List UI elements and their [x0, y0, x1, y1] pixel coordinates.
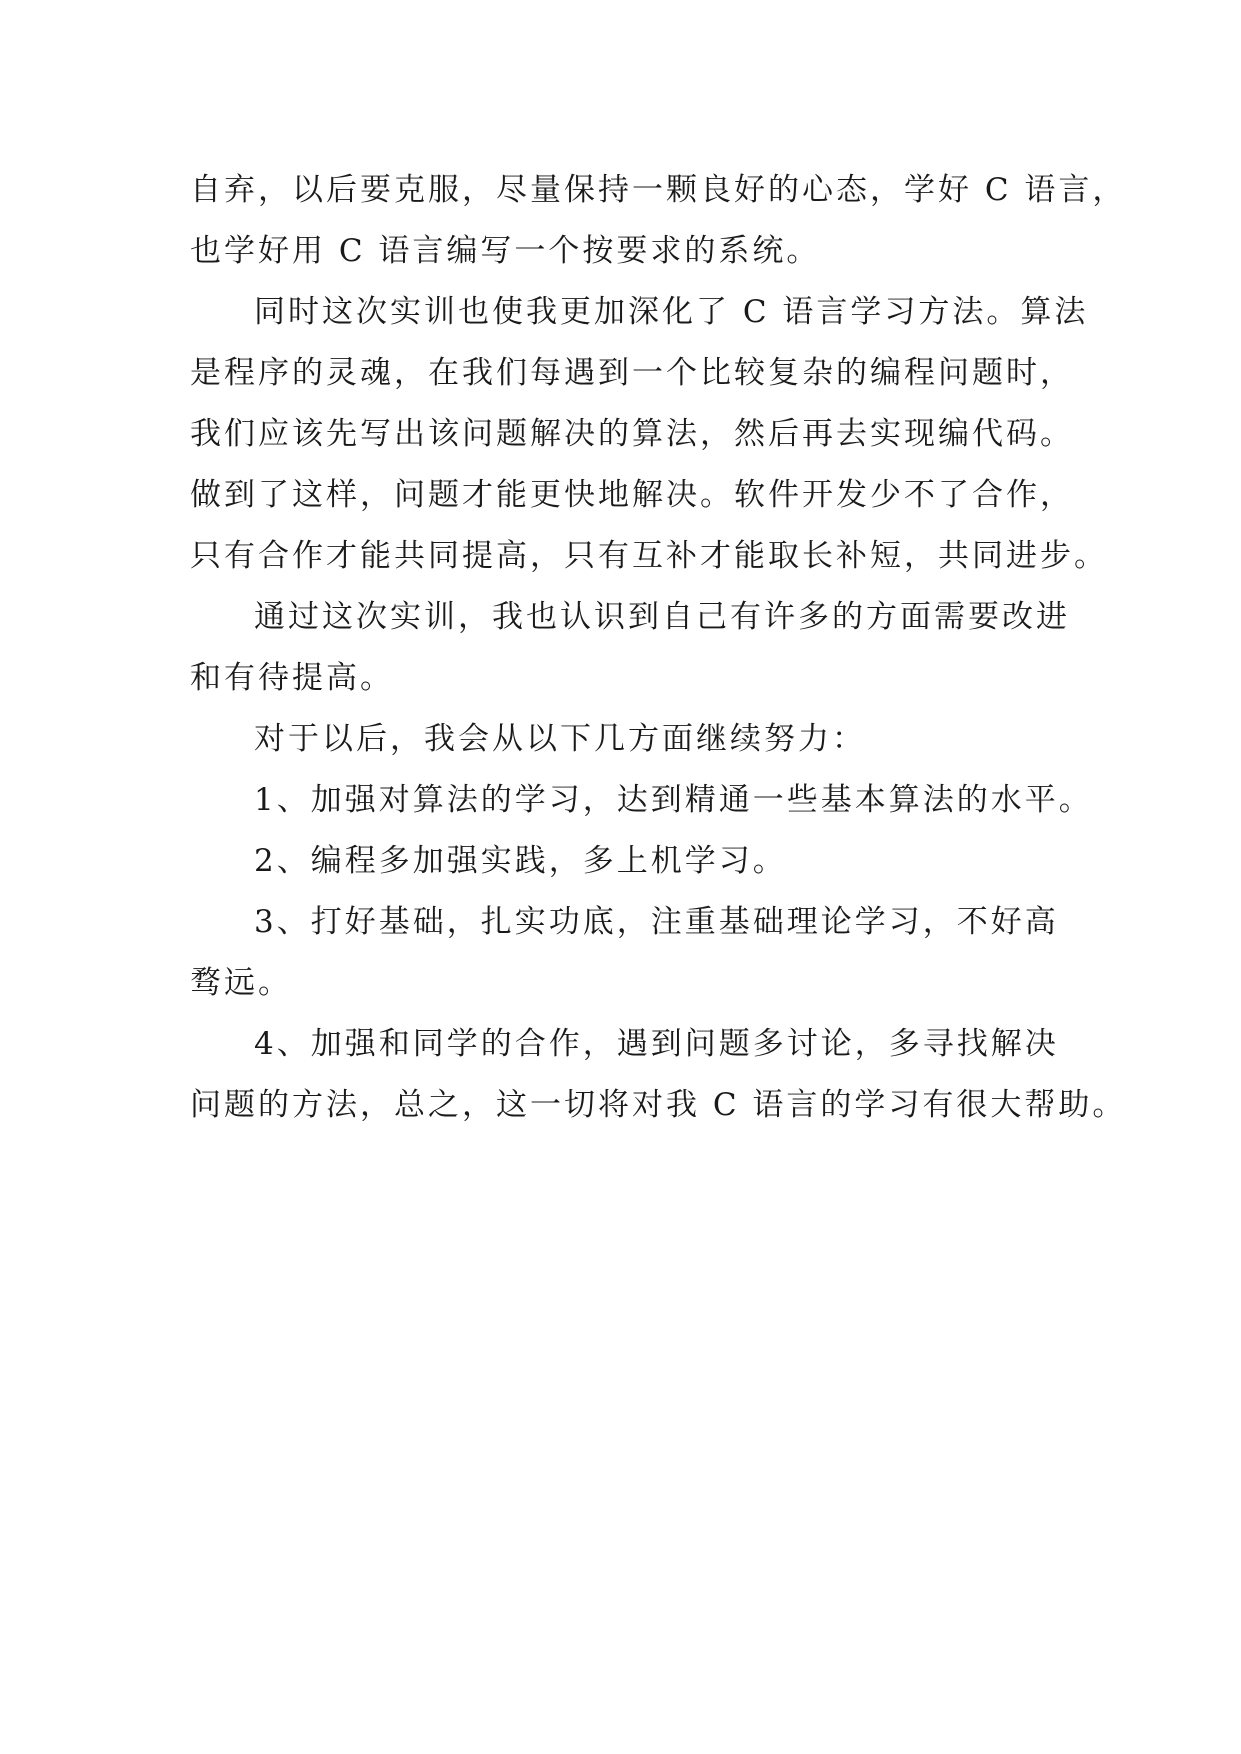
text-line: 对于以后，我会从以下几方面继续努力：	[254, 721, 866, 757]
text-line: 和有待提高。	[190, 660, 394, 696]
text-line: 通过这次实训，我也认识到自己有许多的方面需要改进	[254, 599, 1070, 635]
text-line: 同时这次实训也使我更加深化了 C 语言学习方法。算法	[254, 294, 1089, 330]
list-item: 1、加强对算法的学习，达到精通一些基本算法的水平。	[254, 782, 1093, 818]
text-line: 问题的方法，总之，这一切将对我 C 语言的学习有很大帮助。	[190, 1087, 1127, 1123]
document-body	[190, 160, 1127, 1136]
list-item: 4、加强和同学的合作，遇到问题多讨论，多寻找解决	[254, 1026, 1059, 1062]
text-line: 只有合作才能共同提高，只有互补才能取长补短，共同进步。	[190, 538, 1108, 574]
text-line: 也学好用 C 语言编写一个按要求的系统。	[190, 233, 821, 269]
text-line: 是程序的灵魂，在我们每遇到一个比较复杂的编程问题时，	[190, 355, 1074, 391]
text-line: 我们应该先写出该问题解决的算法，然后再去实现编代码。	[190, 416, 1074, 452]
text-line: 做到了这样，问题才能更快地解决。软件开发少不了合作，	[190, 477, 1074, 513]
text-line: 骛远。	[190, 965, 292, 1001]
list-item: 2、编程多加强实践，多上机学习。	[254, 843, 787, 879]
list-item: 3、打好基础，扎实功底，注重基础理论学习，不好高	[254, 904, 1059, 940]
text-line: 自弃，以后要克服，尽量保持一颗良好的心态，学好 C 语言，	[190, 172, 1127, 208]
